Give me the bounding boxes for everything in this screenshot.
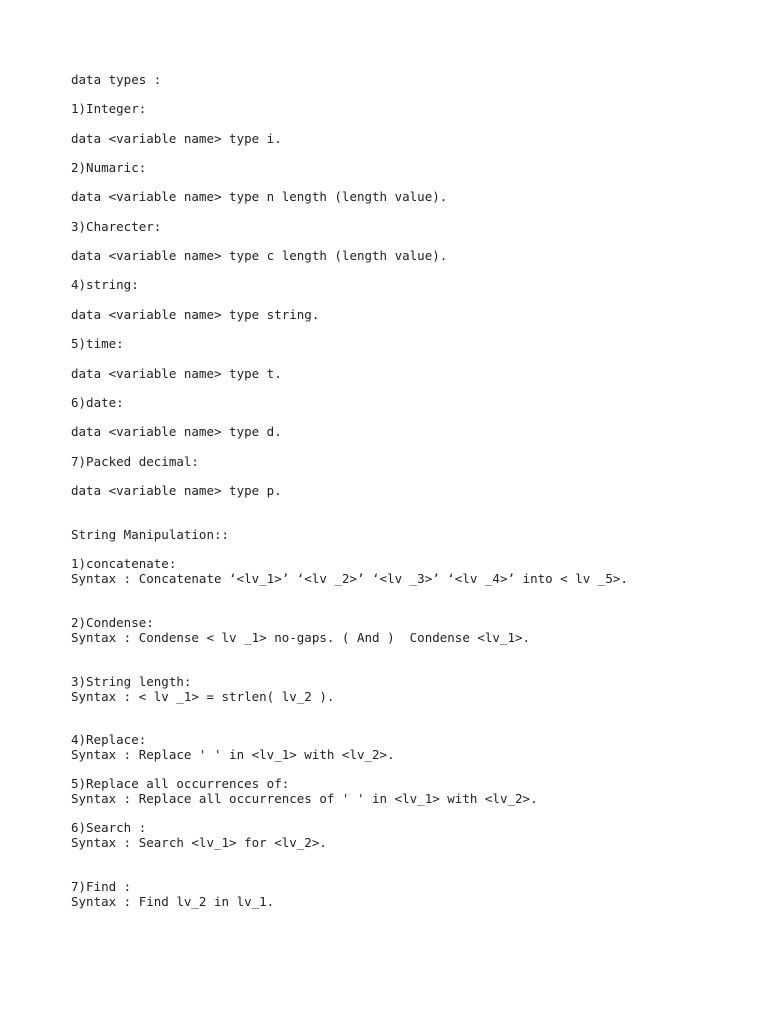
string-op-title: 2)Condense: [71,615,154,630]
string-op-syntax: Syntax : Condense < lv _1> no-gaps. ( And ) Condense <lv_1>. [71,630,531,645]
data-type-title: 1)Integer: [71,101,147,116]
data-type-code: data <variable name> type n length (length value). [71,189,448,204]
data-types-heading: data types : [71,72,162,87]
data-type-code: data <variable name> type d. [71,424,282,439]
string-op-syntax: Syntax : Replace ' ' in <lv_1> with <lv_2>. [71,747,395,762]
string-op-title: 7)Find : [71,879,132,894]
string-op-title: 4)Replace: [71,732,147,747]
data-type-code: data <variable name> type t. [71,366,282,381]
data-type-title: 6)date: [71,395,124,410]
string-op-syntax: Syntax : Concatenate ‘<lv_1>’ ‘<lv _2>’ ‘<lv _3>’ ‘<lv _4>’ into < lv _5>. [71,571,628,586]
string-manipulation-heading: String Manipulation:: [71,527,230,542]
data-type-code: data <variable name> type p. [71,483,282,498]
data-type-title: 5)time: [71,336,124,351]
string-op-syntax: Syntax : Find lv_2 in lv_1. [71,894,275,909]
data-type-code: data <variable name> type c length (length value). [71,248,448,263]
data-type-title: 2)Numaric: [71,160,147,175]
string-op-title: 6)Search : [71,820,147,835]
string-op-title: 5)Replace all occurrences of: [71,776,290,791]
data-type-code: data <variable name> type i. [71,131,282,146]
string-op-title: 1)concatenate: [71,556,177,571]
data-type-title: 7)Packed decimal: [71,454,199,469]
data-type-title: 3)Charecter: [71,219,162,234]
string-op-title: 3)String length: [71,674,192,689]
data-type-title: 4)string: [71,277,139,292]
data-type-code: data <variable name> type string. [71,307,320,322]
string-op-syntax: Syntax : Search <lv_1> for <lv_2>. [71,835,327,850]
string-op-syntax: Syntax : Replace all occurrences of ' ' in <lv_1> with <lv_2>. [71,791,538,806]
string-op-syntax: Syntax : < lv _1> = strlen( lv_2 ). [71,689,335,704]
